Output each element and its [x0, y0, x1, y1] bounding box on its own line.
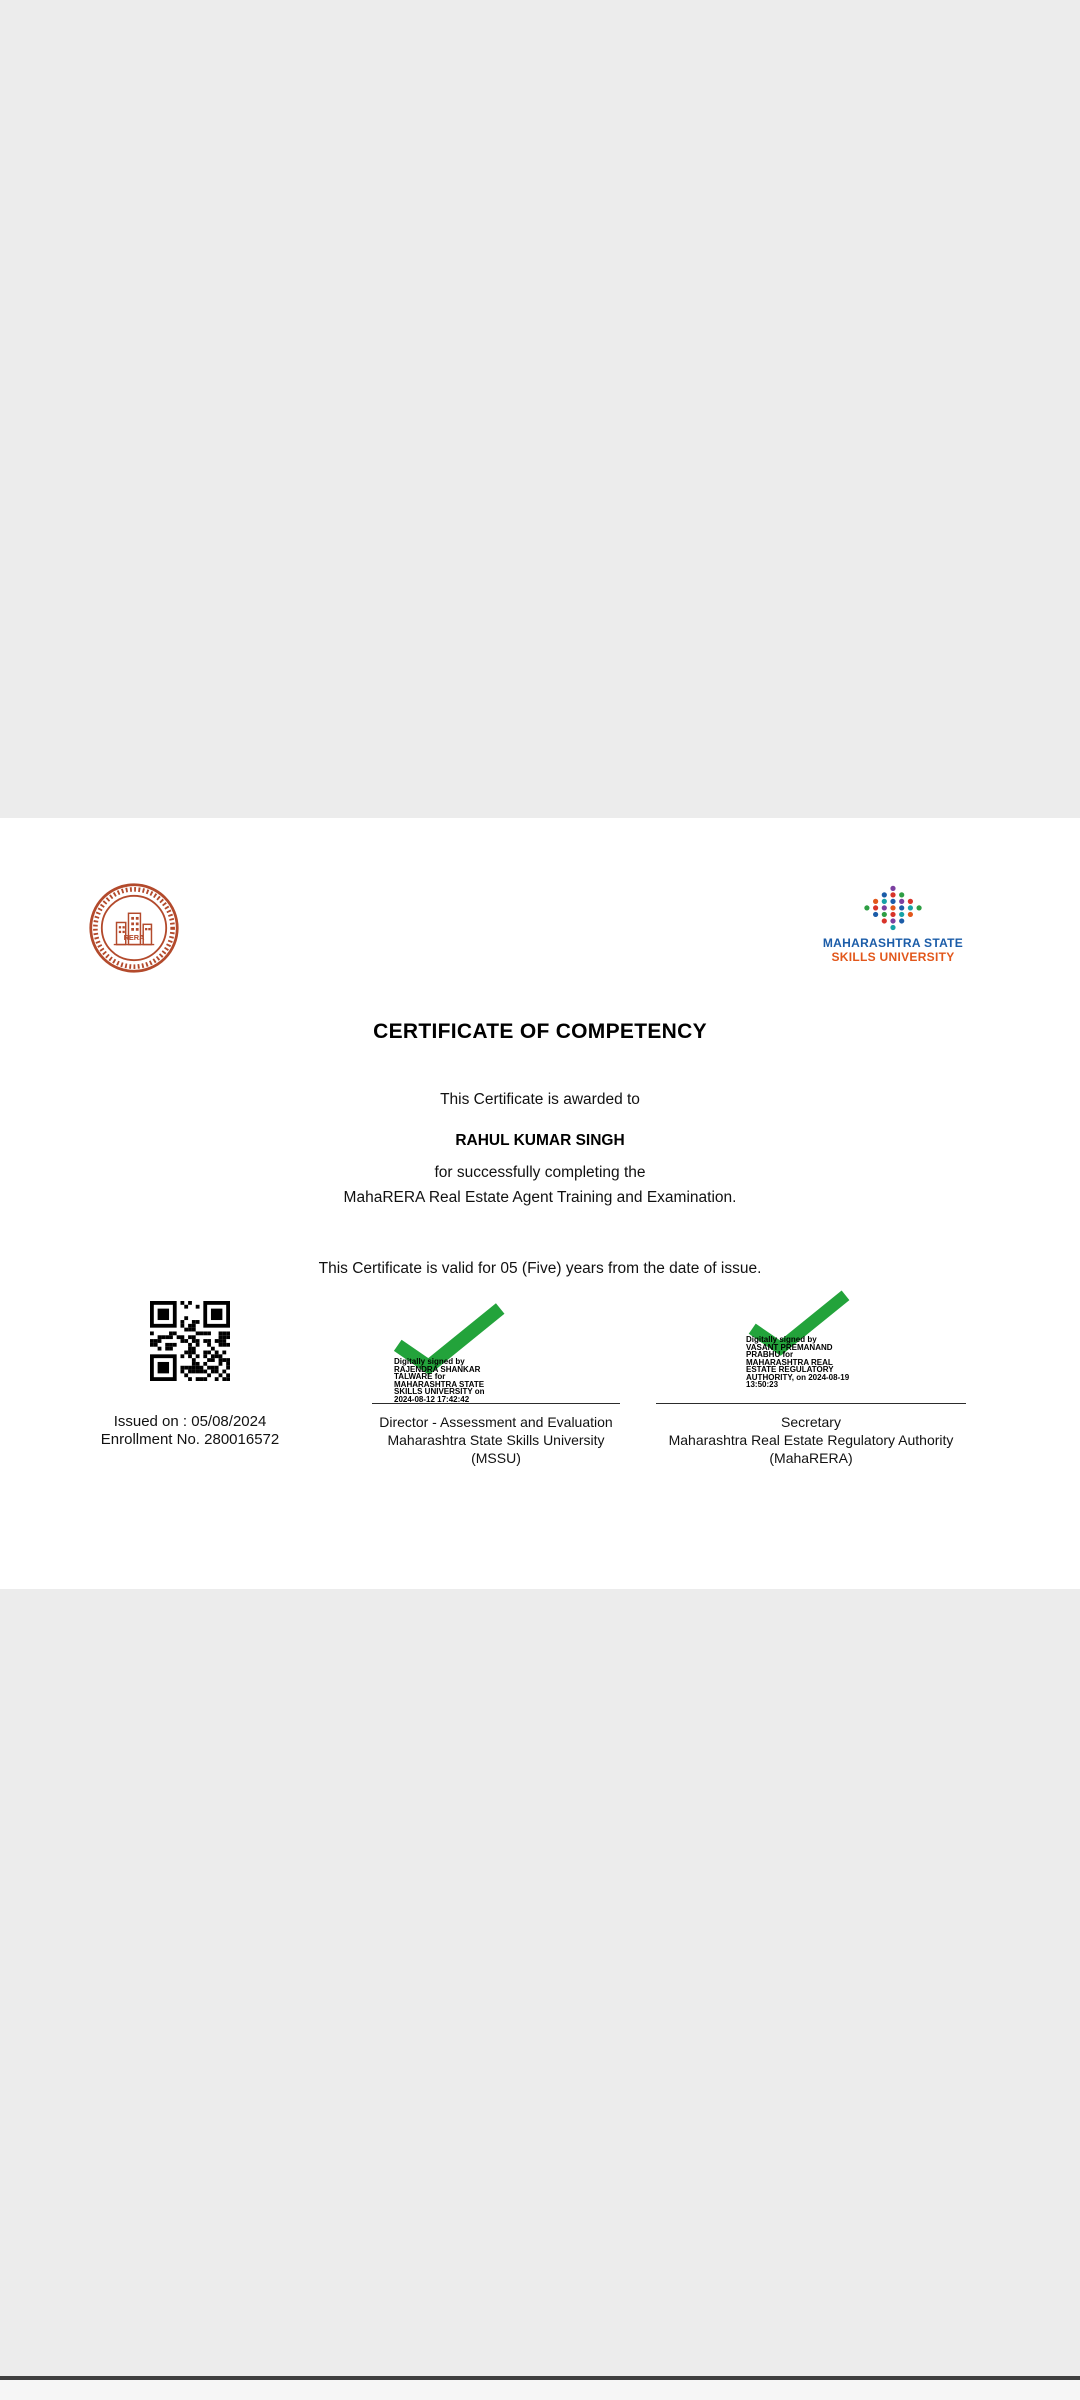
director-digital-signature-stamp	[394, 1358, 534, 1403]
recipient-name: RAHUL KUMAR SINGH	[455, 1131, 625, 1149]
qr-code	[150, 1301, 230, 1381]
director-role-line1: Director - Assessment and Evaluation	[379, 1414, 613, 1430]
mssu-logo-line2: SKILLS UNIVERSITY	[831, 950, 955, 964]
secretary-role-line1: Secretary	[781, 1414, 841, 1430]
completion-line2: MahaRERA Real Estate Agent Training and Examination.	[343, 1189, 737, 1206]
stamp-line: VASANT PREMANAND	[746, 1342, 833, 1352]
awarded-to-label: This Certificate is awarded to	[440, 1090, 640, 1108]
stamp-line: 13:50:23	[746, 1380, 779, 1389]
secretary-role-line2: Maharashtra Real Estate Regulatory Authority	[668, 1432, 954, 1448]
signature-rule	[656, 1403, 966, 1404]
rera-seal-icon	[88, 932, 180, 978]
signature-rule	[372, 1403, 620, 1404]
director-role-line3: (MSSU)	[471, 1450, 521, 1466]
completion-line1: for successfully completing the	[434, 1164, 646, 1181]
stamp-line: SKILLS UNIVERSITY on	[394, 1387, 485, 1396]
stamp-line: Digitally signed by	[746, 1335, 817, 1344]
secretary-digital-signature-stamp	[746, 1336, 896, 1389]
secretary-role-line3: (MahaRERA)	[769, 1450, 853, 1466]
stamp-line: PRABHU for	[746, 1350, 794, 1359]
stamp-line: TALWARE for	[394, 1372, 446, 1381]
stamp-line: Digitally signed by	[394, 1357, 465, 1366]
issued-on-text: Issued on : 05/08/2024	[113, 1413, 267, 1430]
bottom-strip	[0, 2380, 1080, 2400]
rera-seal-text: RERA	[123, 932, 145, 942]
stamp-line: MAHARASHTRA STATE	[394, 1379, 485, 1389]
stamp-line: MAHARASHTRA REAL	[746, 1357, 833, 1367]
validity-statement: This Certificate is valid for 05 (Five) years from the date of issue.	[318, 1259, 762, 1277]
stamp-line: RAJENDRA SHANKAR	[394, 1364, 481, 1374]
mssu-logo	[798, 884, 988, 964]
mahareraseal-logo	[88, 882, 180, 974]
issue-info-block	[98, 1301, 282, 1449]
director-role-line2: Maharashtra State Skills University	[387, 1432, 605, 1448]
certificate-title: CERTIFICATE OF COMPETENCY	[373, 1020, 707, 1044]
stamp-line: ESTATE REGULATORY	[746, 1365, 834, 1374]
stamp-line: 2024-08-12 17:42:42	[394, 1394, 470, 1404]
stamp-line: AUTHORITY, on 2024-08-19	[746, 1372, 850, 1382]
certificate-page	[0, 818, 1080, 1589]
mssu-dots-icon	[798, 884, 988, 934]
enrollment-number-text: Enrollment No. 280016572	[100, 1431, 280, 1448]
completion-statement	[0, 1160, 1080, 1210]
mssu-logo-line1: MAHARASHTRA STATE	[822, 936, 964, 950]
